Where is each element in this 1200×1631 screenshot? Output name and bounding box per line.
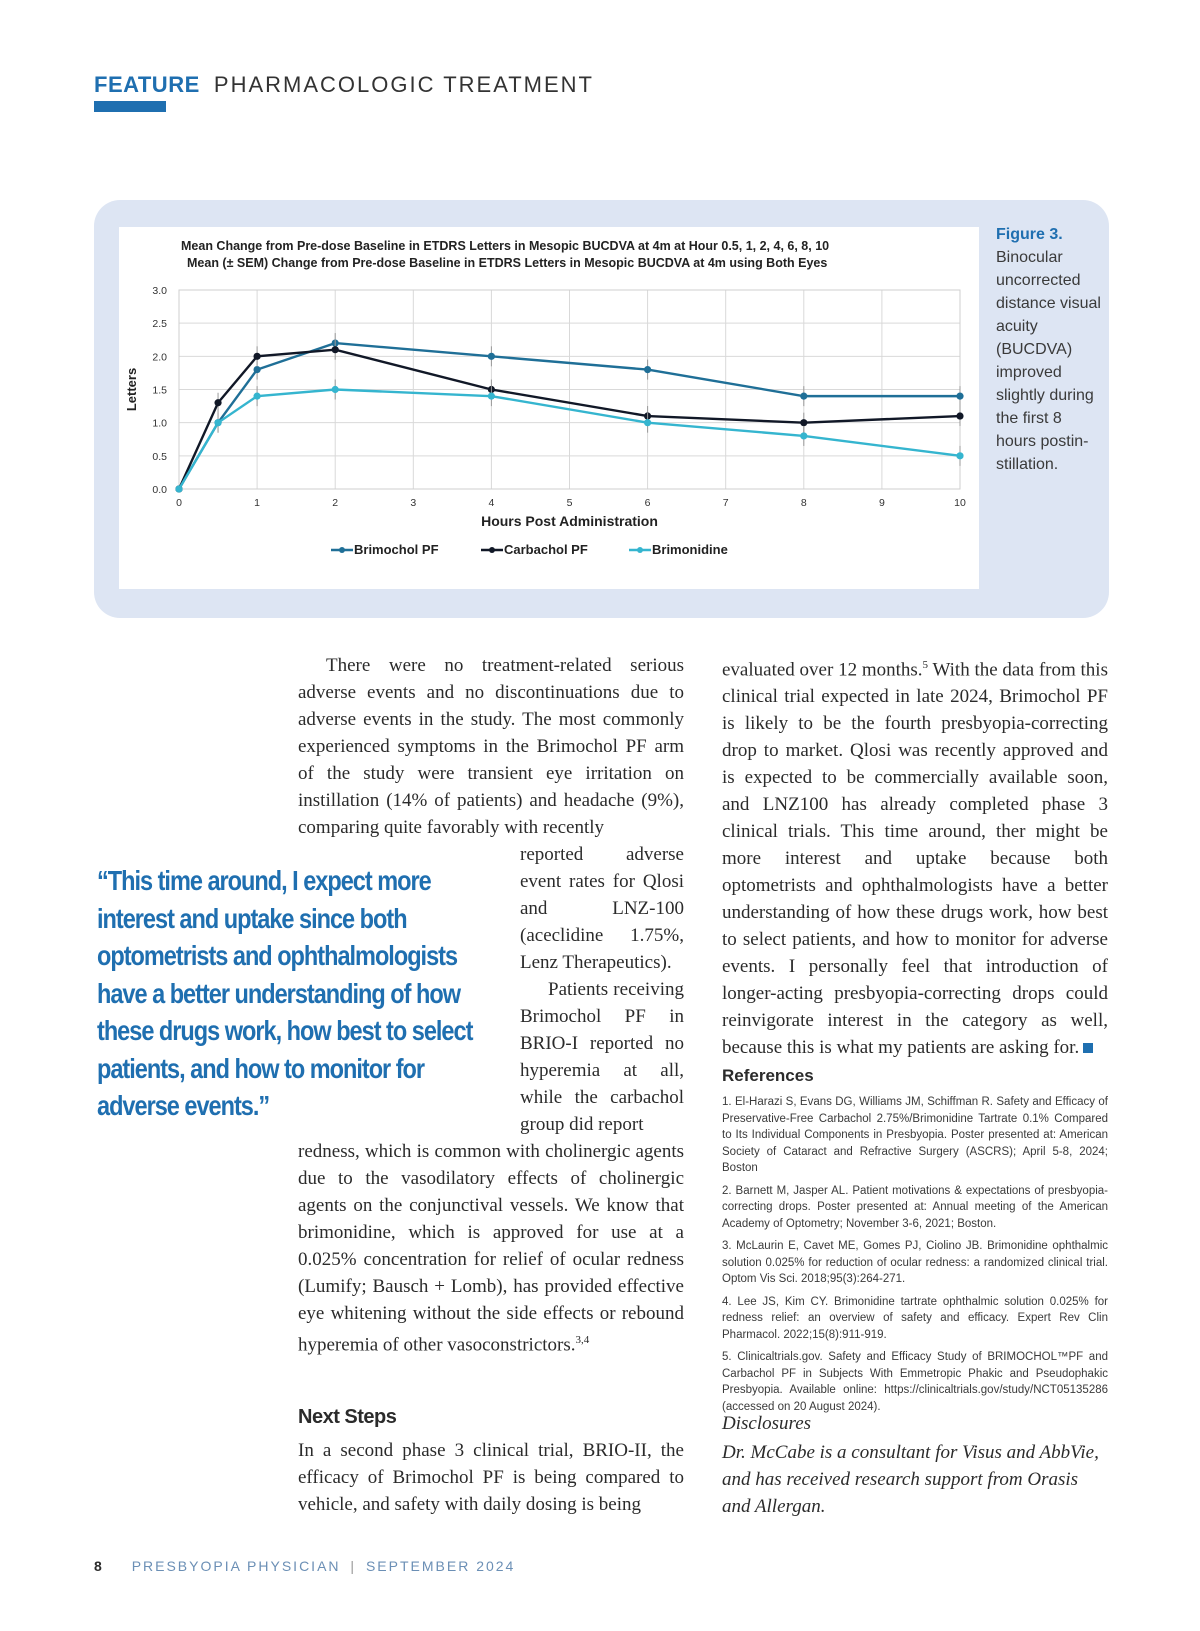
reference-item: 5. Clinicaltrials.gov. Safety and Efficacy Study of BRIMOCHOL™PF and Carbachol PF in Subjects With Emmetropic Phakic and Pseudophakic Presbyopia. Available online: https://clinicaltrials.gov/study/NCT05135286 (accessed on 20 August 2024).: [722, 1351, 1108, 1413]
figure-caption-text: Binocular uncorrected distance visual acuity (BUCDVA) improved slightly during the first 8 hours postin-stillation.: [996, 249, 1101, 473]
reference-item: 4. Lee JS, Kim CY. Brimonidine tartrate ophthalmic solution 0.025% for redness relief: an overview of safety and efficacy. Expert Rev Clin Pharmacol. 2022;15(8):911-919.: [722, 1295, 1108, 1341]
legend-marker: [339, 547, 345, 553]
page-number: 8: [94, 1558, 104, 1574]
chart-card: [119, 227, 979, 589]
citation-sup-5: 5: [922, 659, 929, 671]
reference-item: 2. Barnett M, Jasper AL. Patient motivations & expectations of presbyopia-correcting drops. Poster presented at: Annual meeting of the American Academy of Optometry; November 3-6, 2021; Boston.: [722, 1184, 1108, 1230]
header-accent-bar: [94, 101, 166, 112]
y-tick-label: 1.0: [152, 417, 167, 430]
next-steps-heading: Next Steps: [298, 1406, 397, 1428]
legend-label: Carbachol PF: [504, 542, 588, 557]
feature-label: FEATURE: [94, 72, 200, 97]
citation-sup: 3,4: [575, 1334, 590, 1346]
paragraph-2: Patients receiving Brimochol PF in BRIO-I reported no hyperemia at all, while the carbachol group did report: [520, 979, 684, 1135]
data-point: [956, 412, 963, 419]
references-list: [722, 1094, 1108, 1421]
disclosures-heading: Disclosures: [722, 1413, 812, 1434]
x-tick-label: 4: [488, 497, 495, 509]
data-point: [214, 399, 221, 406]
data-point: [800, 419, 807, 426]
right-paragraph: [722, 652, 1108, 1061]
right-paragraph-b: With the data from this clinical trial expected in late 2024, Brimochol PF is likely to be the fourth presbyopia-correcting drop to market. Qlosi was recently approved and is expected to be commercially available soon, and LNZ100 has already completed phase 3 clinical trials. This time around, ther might be more interest and uptake because both optometrists and ophthalmologists have a better understanding of how these drugs work, how best to select patients, and how to monitor for adverse events. I personally feel that introduction of longer-acting presbyopia-correcting drops could reinvigorate interest in the category as well, because this is what my patients are asking for.: [722, 659, 1108, 1059]
next-steps-paragraph: In a second phase 3 clinical trial, BRIO-II, the efficacy of Brimochol PF is being compared to vehicle, and safety with daily dosing is being: [298, 1440, 684, 1515]
x-tick-label: 7: [722, 497, 729, 509]
line-chart: [119, 227, 979, 589]
data-point: [175, 485, 182, 492]
data-point: [332, 386, 339, 393]
right-column: [722, 652, 1108, 1061]
legend-marker: [637, 547, 643, 553]
chart-title: Mean Change from Pre-dose Baseline in ETDRS Letters in Mesopic BUCDVA at 4m at Hour 0.5, 1, 2, 4, 6, 8, 10: [181, 239, 830, 253]
data-point: [956, 452, 963, 459]
x-tick-label: 1: [254, 497, 261, 509]
data-point: [956, 393, 963, 400]
y-axis-label: Letters: [124, 367, 139, 412]
x-tick-label: 6: [644, 497, 651, 509]
data-point: [254, 393, 261, 400]
legend-marker: [489, 547, 495, 553]
x-tick-label: 0: [176, 497, 182, 509]
data-point: [214, 419, 221, 426]
y-tick-label: 0.5: [152, 450, 167, 463]
y-tick-label: 2.5: [152, 318, 167, 331]
next-steps-text: [298, 1437, 684, 1518]
y-tick-label: 0.0: [152, 484, 167, 496]
footer-separator: |: [350, 1558, 357, 1574]
paragraph-2-continued: [298, 1138, 684, 1358]
figure-label: Figure 3.: [996, 226, 1063, 243]
legend-label: Brimochol PF: [354, 542, 439, 557]
section-header: [94, 72, 594, 98]
data-point: [254, 353, 261, 360]
x-axis-label: Hours Post Administration: [481, 513, 658, 529]
reference-item: 1. El-Harazi S, Evans DG, Williams JM, Schiffman R. Safety and Efficacy of Preservative-Free Carbachol 2.75%/Brimonidine Tartrate 0.1% Compared to Its Individual Components in Presbyopia. Poster presented at: American Society of Cataract and Refractive Surgery (ASCRS); April 5-8, 2024; Boston: [722, 1096, 1108, 1174]
data-point: [644, 366, 651, 373]
x-tick-label: 5: [566, 497, 573, 509]
x-tick-label: 10: [954, 497, 966, 509]
data-point: [800, 393, 807, 400]
publication-name: PRESBYOPIA PHYSICIAN: [131, 1558, 341, 1574]
disclosures-text: Dr. McCabe is a consultant for Visus and AbbVie, and has received research support from Orasis and Allergan.: [722, 1442, 1099, 1517]
publication-date: SEPTEMBER 2024: [365, 1558, 516, 1574]
legend-label: Brimonidine: [652, 542, 728, 557]
y-tick-label: 1.5: [152, 384, 167, 397]
chart-subtitle: Mean (± SEM) Change from Pre-dose Baseline in ETDRS Letters in Mesopic BUCDVA at 4m using Both Eyes: [187, 256, 828, 270]
figure-caption: [996, 223, 1106, 476]
data-point: [488, 393, 495, 400]
section-label: PHARMACOLOGIC TREATMENT: [213, 72, 594, 97]
page-footer: [94, 1558, 515, 1574]
reference-item: 3. McLaurin E, Cavet ME, Gomes PJ, Ciolino JB. Brimonidine ophthalmic solution 0.025% for reduction of ocular redness: a randomized clinical trial. Optom Vis Sci. 2018;95(3):264-271.: [722, 1240, 1108, 1285]
references-heading: References: [722, 1066, 814, 1085]
data-point: [488, 353, 495, 360]
right-paragraph-a: evaluated over 12 months.: [722, 659, 923, 681]
x-tick-label: 9: [878, 497, 885, 509]
data-point: [800, 432, 807, 439]
paragraph-2-rest: redness, which is common with cholinergic agents due to the vasodilatory effects of cholinergic agents on the conjunctival vessels. We know that brimonidine, which is approved for use at a 0.025% concentration for relief of ocular redness (Lumify; Bausch + Lomb), has provided effective eye whitening without the side effects or rebound hyperemia of other vasoconstrictors.: [298, 1141, 684, 1356]
x-tick-label: 2: [332, 497, 339, 509]
x-tick-label: 8: [800, 497, 807, 509]
y-tick-label: 2.0: [152, 351, 167, 364]
paragraph-1-continued: reported adverse event rates for Qlosi and LNZ-100 (aceclidine 1.75%, Lenz Therapeutics).: [520, 844, 684, 973]
data-point: [254, 366, 261, 373]
x-tick-label: 3: [410, 497, 417, 509]
paragraph-1: There were no treatment-related serious adverse events and no discontinuations due to adverse events in the study. The most commonly experienced symptoms in the Brimochol PF arm of the study were transient eye irritation on instillation (14% of patients) and headache (9%), comparing quite favorably with recently: [298, 655, 684, 838]
end-mark: [1083, 1043, 1093, 1053]
data-point: [332, 346, 339, 353]
narrow-column: [520, 841, 684, 1138]
data-point: [644, 419, 651, 426]
pull-quote: “This time around, I expect more interest and uptake since both optometrists and ophthalmologists have a better understanding of how these drugs work, how best to select patients, and how to monitor for adverse events.”: [97, 865, 473, 1121]
y-tick-label: 3.0: [152, 285, 167, 297]
